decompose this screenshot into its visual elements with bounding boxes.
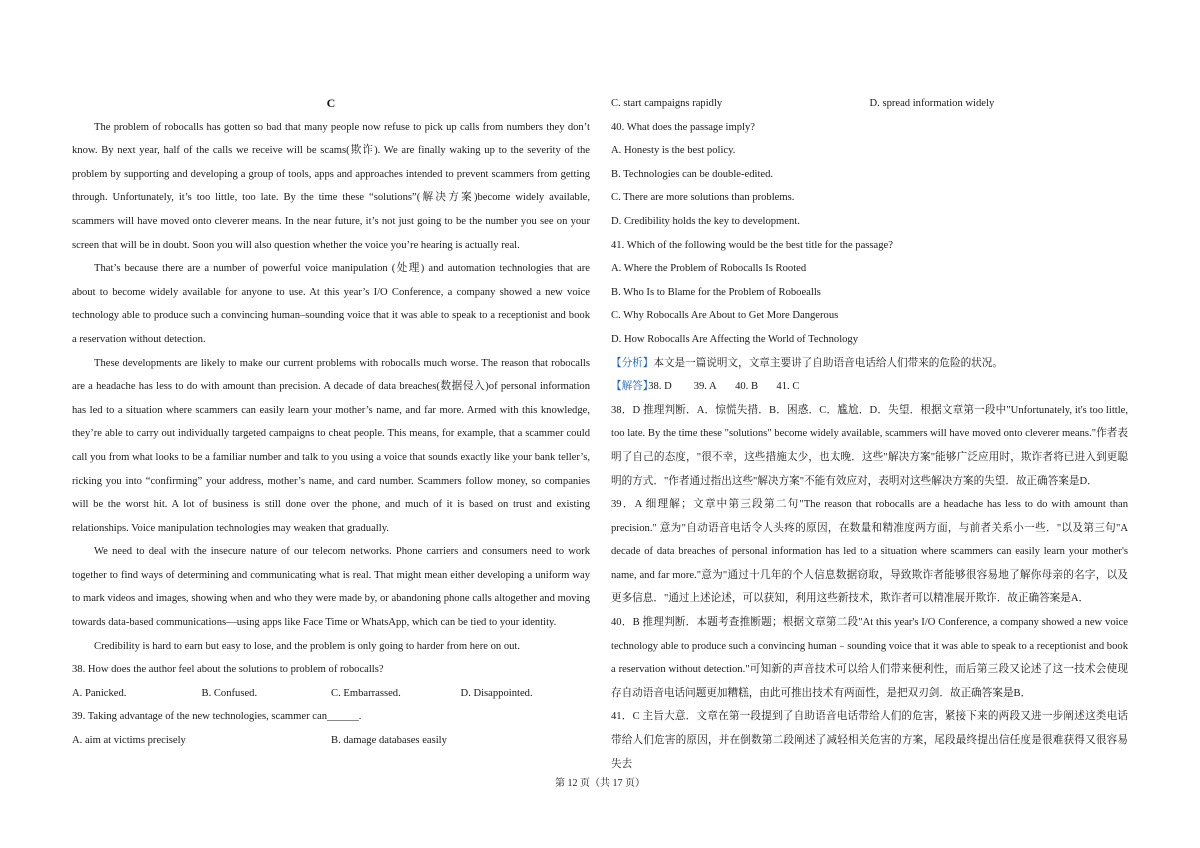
question-41-stem: 41. Which of the following would be the best title for the passage? — [611, 239, 893, 251]
option-40-c: C. There are more solutions than problems. — [611, 192, 795, 204]
page-footer: 第 12 页（共 17 页） — [555, 778, 645, 789]
option-38-c: C. Embarrassed. — [331, 687, 401, 699]
explanation-40: 40．B 推理判断．本题考查推断题；根据文章第二段"At this year's I/O Conference, a company showed a new voice technology able to produce such a convincing human﹣sounding voice that it was able to speak to a receptionist and book a reservation without detection."可知新的声音技术可以给人们带来便利性，而后第三段又论述了这一技术会使现存自动语音电话问题更加糟糕，由此可推出技术有两面性，是把双刃剑．故正确答案是B． — [611, 617, 1128, 699]
question-38-options — [72, 682, 590, 706]
question-38-stem: 38. How does the author feel about the solutions to problem of robocalls? — [72, 664, 384, 676]
option-40-b: B. Technologies can be double-edited. — [611, 168, 774, 180]
option-41-b: B. Who Is to Blame for the Problem of Roboealls — [611, 286, 821, 298]
answer-label: 【解答】 — [611, 381, 654, 393]
passage-paragraph-5: Credibility is hard to earn but easy to lose, and the problem is only going to harder from here on out. — [94, 640, 521, 652]
explanation-41: 41．C 主旨大意．文章在第一段提到了自助语音电话带给人们的危害，紧接下来的两段又进一步阐述这类电话带给人们危害的原因，并在倒数第二段阐述了减轻相关危害的方案，尾段最终提出信任度是很难获得又很容易失去 — [611, 711, 1128, 770]
option-39-b: B. damage databases easily — [331, 735, 447, 747]
option-40-a: A. Honesty is the best policy. — [611, 145, 736, 157]
option-39-a: A. aim at victims precisely — [72, 735, 186, 747]
question-39-options-cd — [611, 92, 1128, 116]
passage-paragraph-2: That’s because there are a number of powerful voice manipulation (处理) and automation technologies that are about to become widely available for anyone to use. At this year’s I/O Conference, a company showed a new voice technology able to produce such a convincing human–sounding voice that it was able to speak to a receptionist and book a reservation without detection. — [72, 263, 590, 345]
answer-39: 39. A — [693, 381, 717, 393]
option-39-c: C. start campaigns rapidly — [611, 98, 723, 109]
answer-38: 38. D — [648, 381, 672, 393]
question-39-options-ab — [72, 729, 590, 753]
analysis-text: 本文是一篇说明文，文章主要讲了自助语音电话给人们带来的危险的状况。 — [653, 357, 1003, 369]
option-40-d: D. Credibility holds the key to development. — [611, 215, 800, 227]
option-41-d: D. How Robocalls Are Affecting the World of Technology — [611, 333, 859, 345]
explanation-38: 38．D 推理判断．A．惊慌失措．B．困惑．C．尴尬．D．失望．根据文章第一段中"Unfortunately, it's too little, too late. By the time these "solutions" become widely available, scammers will have moved onto cleverer means."作者表明了自己的态度，"很不幸，这些措施太少，也太晚．这些"解决方案"能够广泛应用时，欺诈者将已进入到更聪明的方式．"作者通过指出这些"解决方案"不能有效应对，表明对这些解决方案的失望．故正确答案是D． — [611, 404, 1128, 487]
option-39-d: D. spread information widely — [869, 98, 995, 109]
passage-heading: C — [326, 96, 336, 110]
option-41-a: A. Where the Problem of Robocalls Is Rooted — [611, 263, 807, 275]
passage-paragraph-1: The problem of robocalls has gotten so bad that many people now refuse to pick up calls from numbers they don’t know. By next year, half of the calls we receive will be scams(欺诈). We are finally waking up to the severity of the problem by supporting and developing a group of tools, apps and approaches intended to prevent scammers from getting through. Unfortunately, it’s too little, too late. By the time these “solutions”(解决方案)become widely available, scammers will have moved onto cleverer means. In the near future, it’s not just going to be the number you see on your screen that will be in doubt. Soon you will also question whether the voice you’re hearing is actually real. — [72, 121, 590, 251]
answer-40: 40. B — [735, 381, 759, 393]
analysis-label: 【分析】 — [611, 357, 654, 369]
answer-line — [611, 375, 818, 399]
option-38-a: A. Panicked. — [72, 687, 127, 699]
left-column — [72, 92, 590, 753]
right-column — [611, 92, 1128, 776]
option-38-d: D. Disappointed. — [460, 687, 533, 699]
explanation-39: 39．A 细理解；文章中第三段第二句"The reason that robocalls are a headache has less to do with amount than precision." 意为"自动语音电话令人头疼的原因，在数量和精准度两方面，与前者关系小一些．"以及第三句"A decade of data breaches of personal information has led to a situation where scammers can easily learn your mother's name, and far more."意为"通过十几年的个人信息数据窃取，导致欺诈者能够很容易地了解你母亲的名字，以及更多信息．"通过上述论述，可以获知，利用这些新技术，欺诈者可以精准展开欺诈．故正确答案是A． — [611, 499, 1128, 605]
analysis-line — [611, 352, 1128, 376]
question-39-stem: 39. Taking advantage of the new technologies, scammer can______. — [72, 711, 362, 723]
passage-paragraph-3: These developments are likely to make our current problems with robocalls much worse. The reason that robocalls are a headache has less to do with amount than precision. A decade of data breaches(数据侵入)of personal information has led to a situation where scammers can easily learn your mother’s name, and far more. Armed with this knowledge, they’re able to carry out individually targeted campaigns to cheat people. This means, for example, that a scammer could call you from what looks to be a familiar number and talk to you using a voice that sounds exactly like your bank teller’s, ricking you into “confirming” your address, mother’s name, and card number. Scammers follow money, so companies will be the worst hit. A lot of business is still done over the phone, and much of it is based on trust and existing relationships. Voice manipulation technologies may weaken that gradually. — [72, 357, 590, 534]
passage-paragraph-4: We need to deal with the insecure nature of our telecom networks. Phone carriers and consumers need to work together to find ways of determining and communicating what is real. That might mean either developing a uniform way to mark videos and images, showing when and who they were made by, or abandoning phone calls altogether and moving towards data-based communications––using apps like Face Time or WhatsApp, which can be tied to your identity. — [72, 546, 590, 629]
option-41-c: C. Why Robocalls Are About to Get More Dangerous — [611, 310, 839, 322]
option-38-b: B. Confused. — [201, 687, 258, 699]
question-40-stem: 40. What does the passage imply? — [611, 121, 755, 133]
answer-41: 41. C — [776, 381, 800, 393]
